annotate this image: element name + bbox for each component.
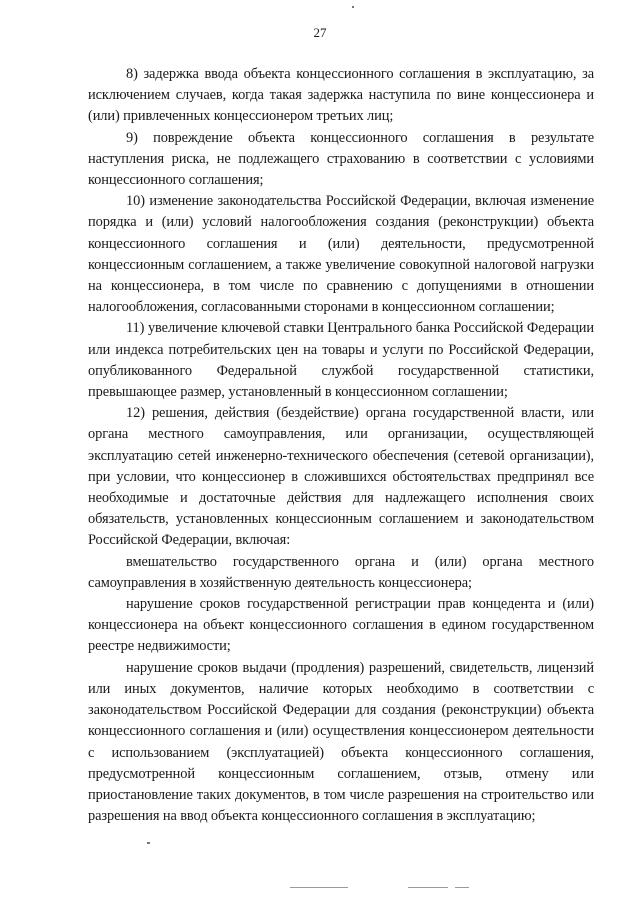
paragraph-item-12: 12) решения, действия (бездействие) органа государственной власти, или органа местного самоуправления, или организации, осуществляющей эксплуатацию сетей инженерно-технического обеспечения (сетевой организации), при условии, что концессионер в сложившихся обстоятельствах предпринял все необходимые и достаточные действия для надлежащего исполнения своих обязательств, установленных концессионным соглашением и законодательством Российской Федерации, включая: <box>88 405 594 549</box>
paragraph-item-9: 9) повреждение объекта концессионного соглашения в результате наступления риска, не подлежащего страхованию в соответствии с условиями концессионного соглашения; <box>88 129 594 189</box>
footer-scan-mark <box>408 887 448 888</box>
footer-scan-mark <box>455 887 469 888</box>
document-body <box>88 64 594 827</box>
scan-speck <box>147 842 150 844</box>
paragraph-permits-delay: нарушение сроков выдачи (продления) разрешений, свидетельств, лицензий или иных документов, наличие которых необходимо в соответствии с законодательством Российской Федерации для создания (реконструкции) объекта концессионного соглашения и (или) осуществления концессионером деятельности с использованием (эксплуатацией) объекта концессионного соглашения, предусмотренной концессионным соглашением, отзыв, отмену или приостановление таких документов, в том числе разрешения на строительство или разрешения на ввод объекта концессионного соглашения в эксплуатацию; <box>88 659 594 825</box>
paragraph-registration-delay: нарушение сроков государственной регистрации прав концедента и (или) концессионера на объект концессионного соглашения в едином государственном реестре недвижимости; <box>88 596 594 655</box>
paragraph-item-8: 8) задержка ввода объекта концессионного соглашения в эксплуатацию, за исключением случаев, когда такая задержка наступила по вине концессионера и (или) привлеченных концессионером третьих лиц; <box>88 66 594 125</box>
scan-speck <box>352 6 354 8</box>
page-number: 27 <box>313 25 327 40</box>
footer-scan-mark <box>290 887 348 888</box>
paragraph-item-10: 10) изменение законодательства Российской Федерации, включая изменение порядка и (или) условий налогообложения создания (реконструкции) объекта концессионного соглашения и (или) деятельности, предусмотренной концессионным соглашением, а также увеличение совокупной налоговой нагрузки на концессионера, в том числе по сравнению с допущениями в отношении налогообложения, согласованными сторонами в концессионном соглашении; <box>88 193 594 316</box>
paragraph-interference: вмешательство государственного органа и (или) органа местного самоуправления в хозяйственную деятельность концессионера; <box>88 553 594 591</box>
paragraph-item-11: 11) увеличение ключевой ставки Центрального банка Российской Федерации или индекса потребительских цен на товары и услуги по Российской Федерации, опубликованного Федеральной службой государственной статистики, превышающее размер, установленный в концессионном соглашении; <box>88 320 594 401</box>
